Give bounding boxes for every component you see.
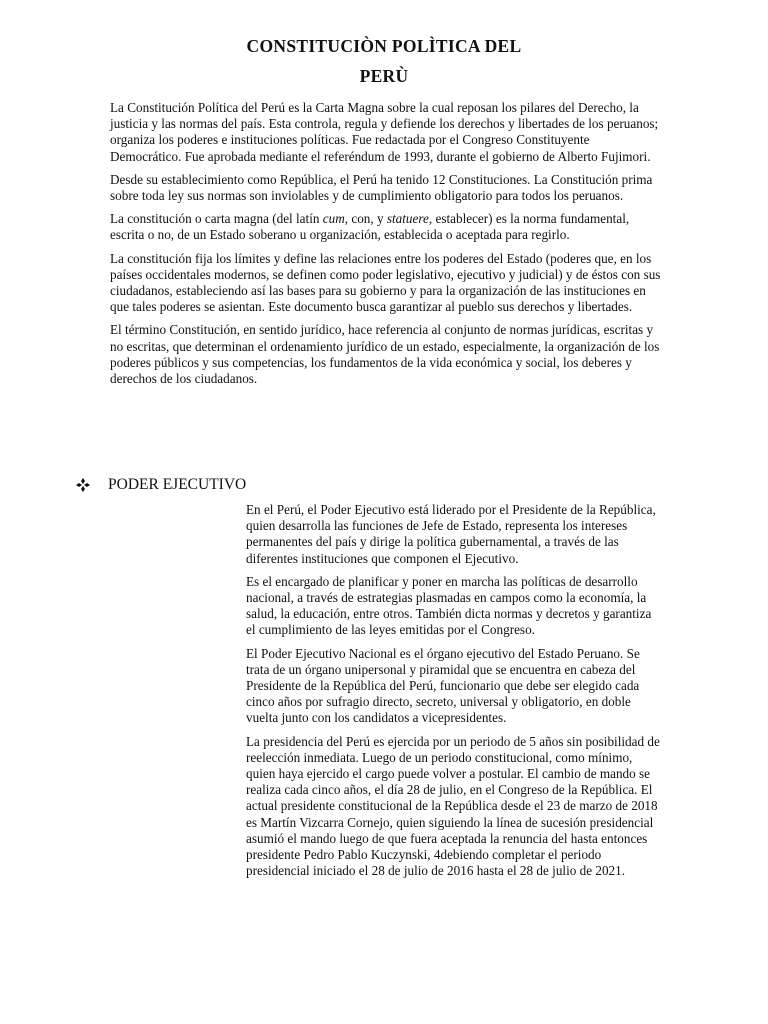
latin-text-1: La constitución o carta magna (del latín [110,211,323,227]
intro-paragraph-1: La Constitución Política del Perú es la Carta Magna sobre la cual reposan los pilares del Derecho, la justicia y las normas del país. Esta controla, regula y defiende los derechos y libertades de los peruanos; organiza los poderes e instituciones políticas. Fue redactada por el Congreso Constituyente Democrático. Fue aprobada mediante el referéndum de 1993, durante el gobierno de Alberto Fujimori. [110,100,659,164]
intro-paragraph-5: El término Constitución, en sentido jurídico, hace referencia al conjunto de normas jurídicas, escritas y no escritas, que determinan el ordenamiento jurídico de un estado, especialmente, la organización de los poderes públicos y sus competencias, los fundamentos de la vida económica y social, los deberes y derechos de los ciudadanos. [110,322,660,387]
intro-section [110,100,662,394]
document-title-line-2: PERÙ [359,66,409,86]
poder-ejecutivo-section [246,502,660,886]
exec-paragraph-4: La presidencia del Perú es ejercida por un periodo de 5 años sin posibilidad de reelección inmediata. Luego de un periodo constitucional, como mínimo, quien haya ejercido el cargo puede volver a postular. El cambio de mando se realiza cada cinco años, el día 28 de julio, en el Congreso de la República. El actual presidente constitucional de la República desde el 23 de marzo de 2018 es Martín Vizcarra Cornejo, quien siguiendo la línea de sucesión presidencial asumió el mando luego de que fuera aceptada la renuncia del hasta entonces presidente Pedro Pablo Kuczynski, 4debiendo completar el periodo presidencial iniciado el 28 de julio de 2016 hasta el 28 de julio de 2021. [246,733,660,879]
latin-word-statuere: statuere [386,211,429,227]
section-heading-poder-ejecutivo [76,476,246,494]
latin-word-cum: cum [322,211,345,227]
latin-text-3: , establecer) es la norma fundamental, escrita o no, de un Estado soberano u organización, establecida o aceptada para regirlo. [110,211,630,243]
exec-paragraph-3: El Poder Ejecutivo Nacional es el órgano ejecutivo del Estado Peruano. Se trata de un órgano unipersonal y piramidal que se encuentra en cabeza del Presidente de la República del Perú, funcionario que debe ser elegido cada cinco años por sufragio directo, secreto, universal y obligatorio, en doble vuelta junto con los candidatos a vicepresidentes. [246,645,640,726]
intro-paragraph-2: Desde su establecimiento como República, el Perú ha tenido 12 Constituciones. La Constitución prima sobre toda ley sus normas son inviolables y de cumplimiento obligatorio para todos los peruanos. [110,171,653,204]
intro-paragraph-latin [110,211,662,243]
intro-paragraph-4: La constitución fija los límites y define las relaciones entre los poderes del Estado (poderes que, en los países occidentales modernos, se definen como poder legislativo, ejecutivo y judicial) y de éstos con sus ciudadanos, estableciendo así las bases para su gobierno y para la organización de las instituciones en que tales poderes se asientan. Este documento busca garantizar al pueblo sus derechos y libertades. [110,250,661,315]
section-heading-text: PODER EJECUTIVO [108,476,247,493]
four-diamond-bullet-icon [76,478,90,492]
exec-paragraph-2: Es el encargado de planificar y poner en marcha las políticas de desarrollo nacional, a través de estrategias plasmadas en campos como la economía, la salud, la educación, entre otros. También dicta normas y decretos y garantiza el cumplimiento de las leyes emitidas por el Congreso. [246,573,652,638]
document-title-line-1: CONSTITUCIÒN POLÌTICA DEL [246,36,522,56]
exec-paragraph-1: En el Perú, el Poder Ejecutivo está liderado por el Presidente de la República, quien desarrolla las funciones de Jefe de Estado, representa los intereses permanentes del país y dirige la política gubernamental, a través de las diferentes instituciones que componen el Ejecutivo. [246,502,656,566]
latin-text-2: , con, y [344,211,387,227]
